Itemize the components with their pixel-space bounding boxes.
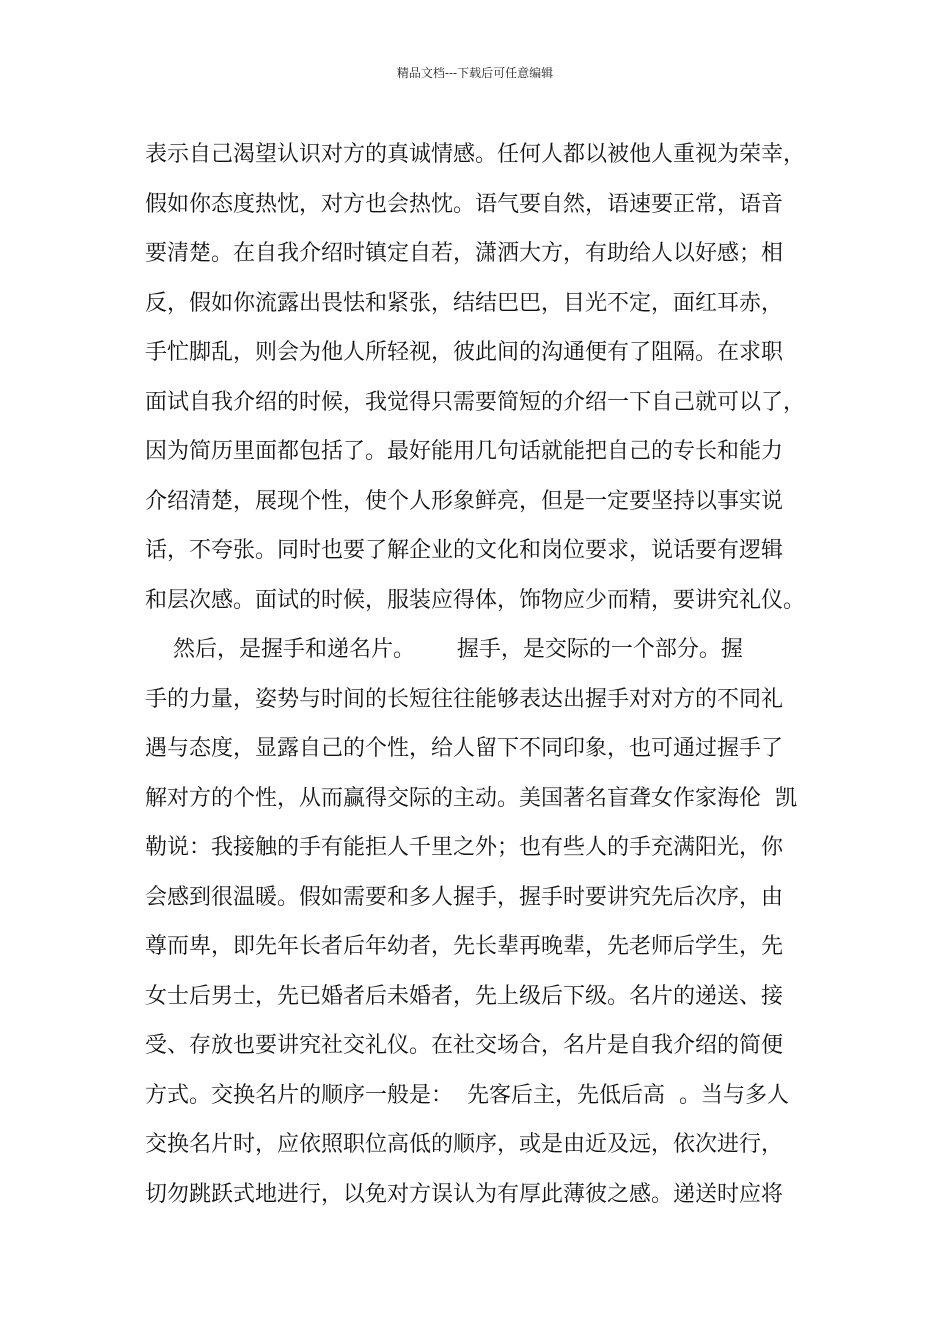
text-line: 表示自己渴望认识对方的真诚情感。任何人都以被他人重视为荣幸， [145, 142, 806, 167]
text-line: 面试自我介绍的时候，我觉得只需要简短的介绍一下自己就可以了， [145, 389, 806, 415]
text-line: 解对方的个性，从而赢得交际的主动。美国著名盲聋女作家海伦 凯 [145, 785, 797, 811]
text-line: 话，不夸张。同时也要了解企业的文化和岗位要求，说话要有逻辑 [145, 538, 784, 563]
text-line: 反，假如你流露出畏怯和紧张，结结巴巴，目光不定，面红耳赤， [145, 290, 784, 316]
text-line: 假如你态度热忱，对方也会热忱。语气要自然，语速要正常，语音 [145, 191, 784, 217]
page-header: 精品文档---下载后可任意编辑 [396, 66, 554, 80]
text-line: 手忙脚乱，则会为他人所轻视，彼此间的沟通便有了阻隔。在求职 [145, 340, 784, 365]
text-line: 切勿跳跃式地进行，以免对方误认为有厚此薄彼之感。递送时应将 [145, 1181, 784, 1207]
text-line: 方式。交换名片的顺序一般是： 先客后主，先低后高 。当与多人 [145, 1082, 789, 1108]
text-line: 勒说：我接触的手有能拒人千里之外；也有些人的手充满阳光，你 [145, 835, 784, 860]
document-body [145, 130, 835, 1219]
text-line: 介绍清楚，展现个性，使个人形象鲜亮，但是一定要坚持以事实说 [145, 488, 784, 514]
text-line: 然后，是握手和递名片。 握手，是交际的一个部分。握 [145, 637, 743, 662]
text-line: 女士后男士，先已婚者后未婚者，先上级后下级。名片的递送、接 [145, 983, 784, 1009]
text-line: 和层次感。面试的时候，服装应得体，饰物应少而精，要讲究礼仪。 [145, 587, 806, 613]
text-line: 尊而卑，即先年长者后年幼者，先长辈再晚辈，先老师后学生，先 [145, 934, 784, 959]
text-line: 会感到很温暖。假如需要和多人握手，握手时要讲究先后次序，由 [145, 884, 784, 910]
text-line: 因为简历里面都包括了。最好能用几句话就能把自己的专长和能力 [145, 439, 784, 464]
text-line: 受、存放也要讲究社交礼仪。在社交场合，名片是自我介绍的简便 [145, 1033, 784, 1058]
text-line: 手的力量，姿势与时间的长短往往能够表达出握手对对方的不同礼 [145, 686, 784, 712]
text-line: 遇与态度，显露自己的个性，给人留下不同印象，也可通过握手了 [145, 736, 784, 761]
text-line: 要清楚。在自我介绍时镇定自若，潇洒大方，有助给人以好感；相 [145, 241, 784, 266]
text-line: 交换名片时，应依照职位高低的顺序，或是由近及远，依次进行， [145, 1132, 784, 1157]
